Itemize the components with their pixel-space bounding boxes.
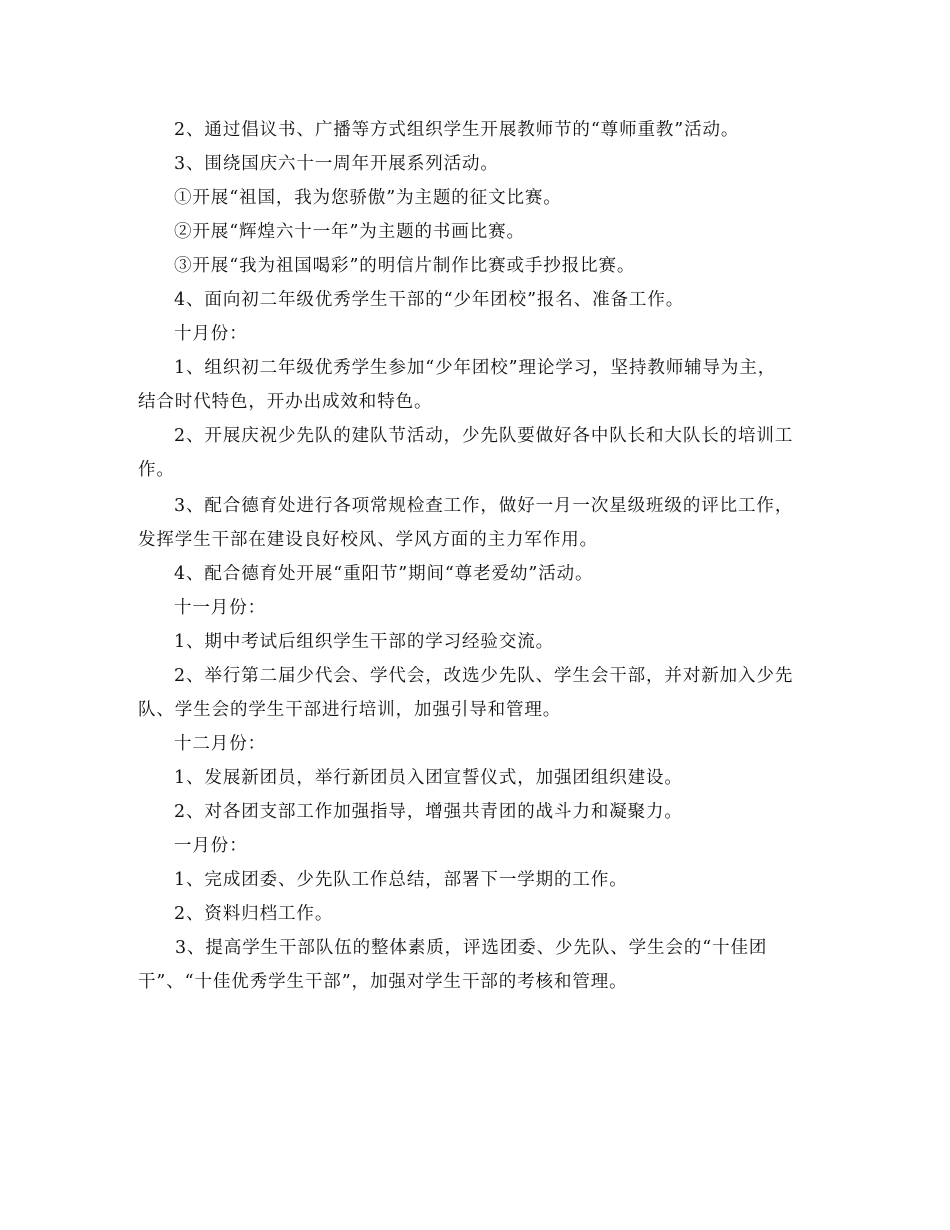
section-heading: 十二月份： (174, 734, 266, 754)
paragraph-line: 4、配合德育处开展“重阳节”期间“尊老爱幼”活动。 (174, 564, 594, 584)
paragraph-line: 2、通过倡议书、广播等方式组织学生开展教师节的“尊师重教”活动。 (174, 120, 740, 140)
paragraph-line: ①开展“祖国，我为您骄傲”为主题的征文比赛。 (174, 188, 562, 208)
paragraph-line: 3、围绕国庆六十一周年开展系列活动。 (174, 154, 499, 174)
paragraph-line: ③开展“我为祖国喝彩”的明信片制作比赛或手抄报比赛。 (174, 256, 636, 276)
paragraph-line: 2、资料归档工作。 (174, 904, 334, 924)
section-heading: 一月份： (174, 836, 248, 856)
paragraph-line: 干”、“十佳优秀学生干部”，加强对学生干部的考核和管理。 (138, 972, 628, 992)
paragraph-line: 4、面向初二年级优秀学生干部的“少年团校”报名、准备工作。 (174, 290, 685, 310)
paragraph-line: 队、学生会的学生干部进行培训，加强引导和管理。 (138, 700, 562, 720)
paragraph-line: 1、组织初二年级优秀学生参加“少年团校”理论学习，坚持教师辅导为主， (174, 358, 777, 378)
paragraph-line: 1、发展新团员，举行新团员入团宣誓仪式，加强团组织建设。 (174, 768, 683, 788)
paragraph-line: 发挥学生干部在建设良好校风、学风方面的主力军作用。 (138, 530, 598, 550)
paragraph-line: 3、配合德育处进行各项常规检查工作，做好一月一次星级班级的评比工作， (174, 496, 794, 516)
paragraph-line: 2、举行第二届少代会、学代会，改选少先队、学生会干部，并对新加入少先 (174, 666, 794, 686)
paragraph-line: 2、开展庆祝少先队的建队节活动，少先队要做好各中队长和大队长的培训工 (174, 426, 794, 446)
paragraph-line: ②开展“辉煌六十一年”为主题的书画比赛。 (174, 222, 525, 242)
paragraph-line: 结合时代特色，开办出成效和特色。 (138, 392, 433, 412)
paragraph-line: 1、期中考试后组织学生干部的学习经验交流。 (174, 632, 555, 652)
paragraph-line: 1、完成团委、少先队工作总结，部署下一学期的工作。 (174, 870, 628, 890)
paragraph-line: 2、对各团支部工作加强指导，增强共青团的战斗力和凝聚力。 (174, 802, 683, 822)
paragraph-line: 作。 (138, 460, 175, 480)
paragraph-line: 3、提高学生干部队伍的整体素质，评选团委、少先队、学生会的“十佳团 (175, 938, 768, 958)
section-heading: 十一月份： (174, 598, 266, 618)
section-heading: 十月份： (174, 324, 248, 344)
